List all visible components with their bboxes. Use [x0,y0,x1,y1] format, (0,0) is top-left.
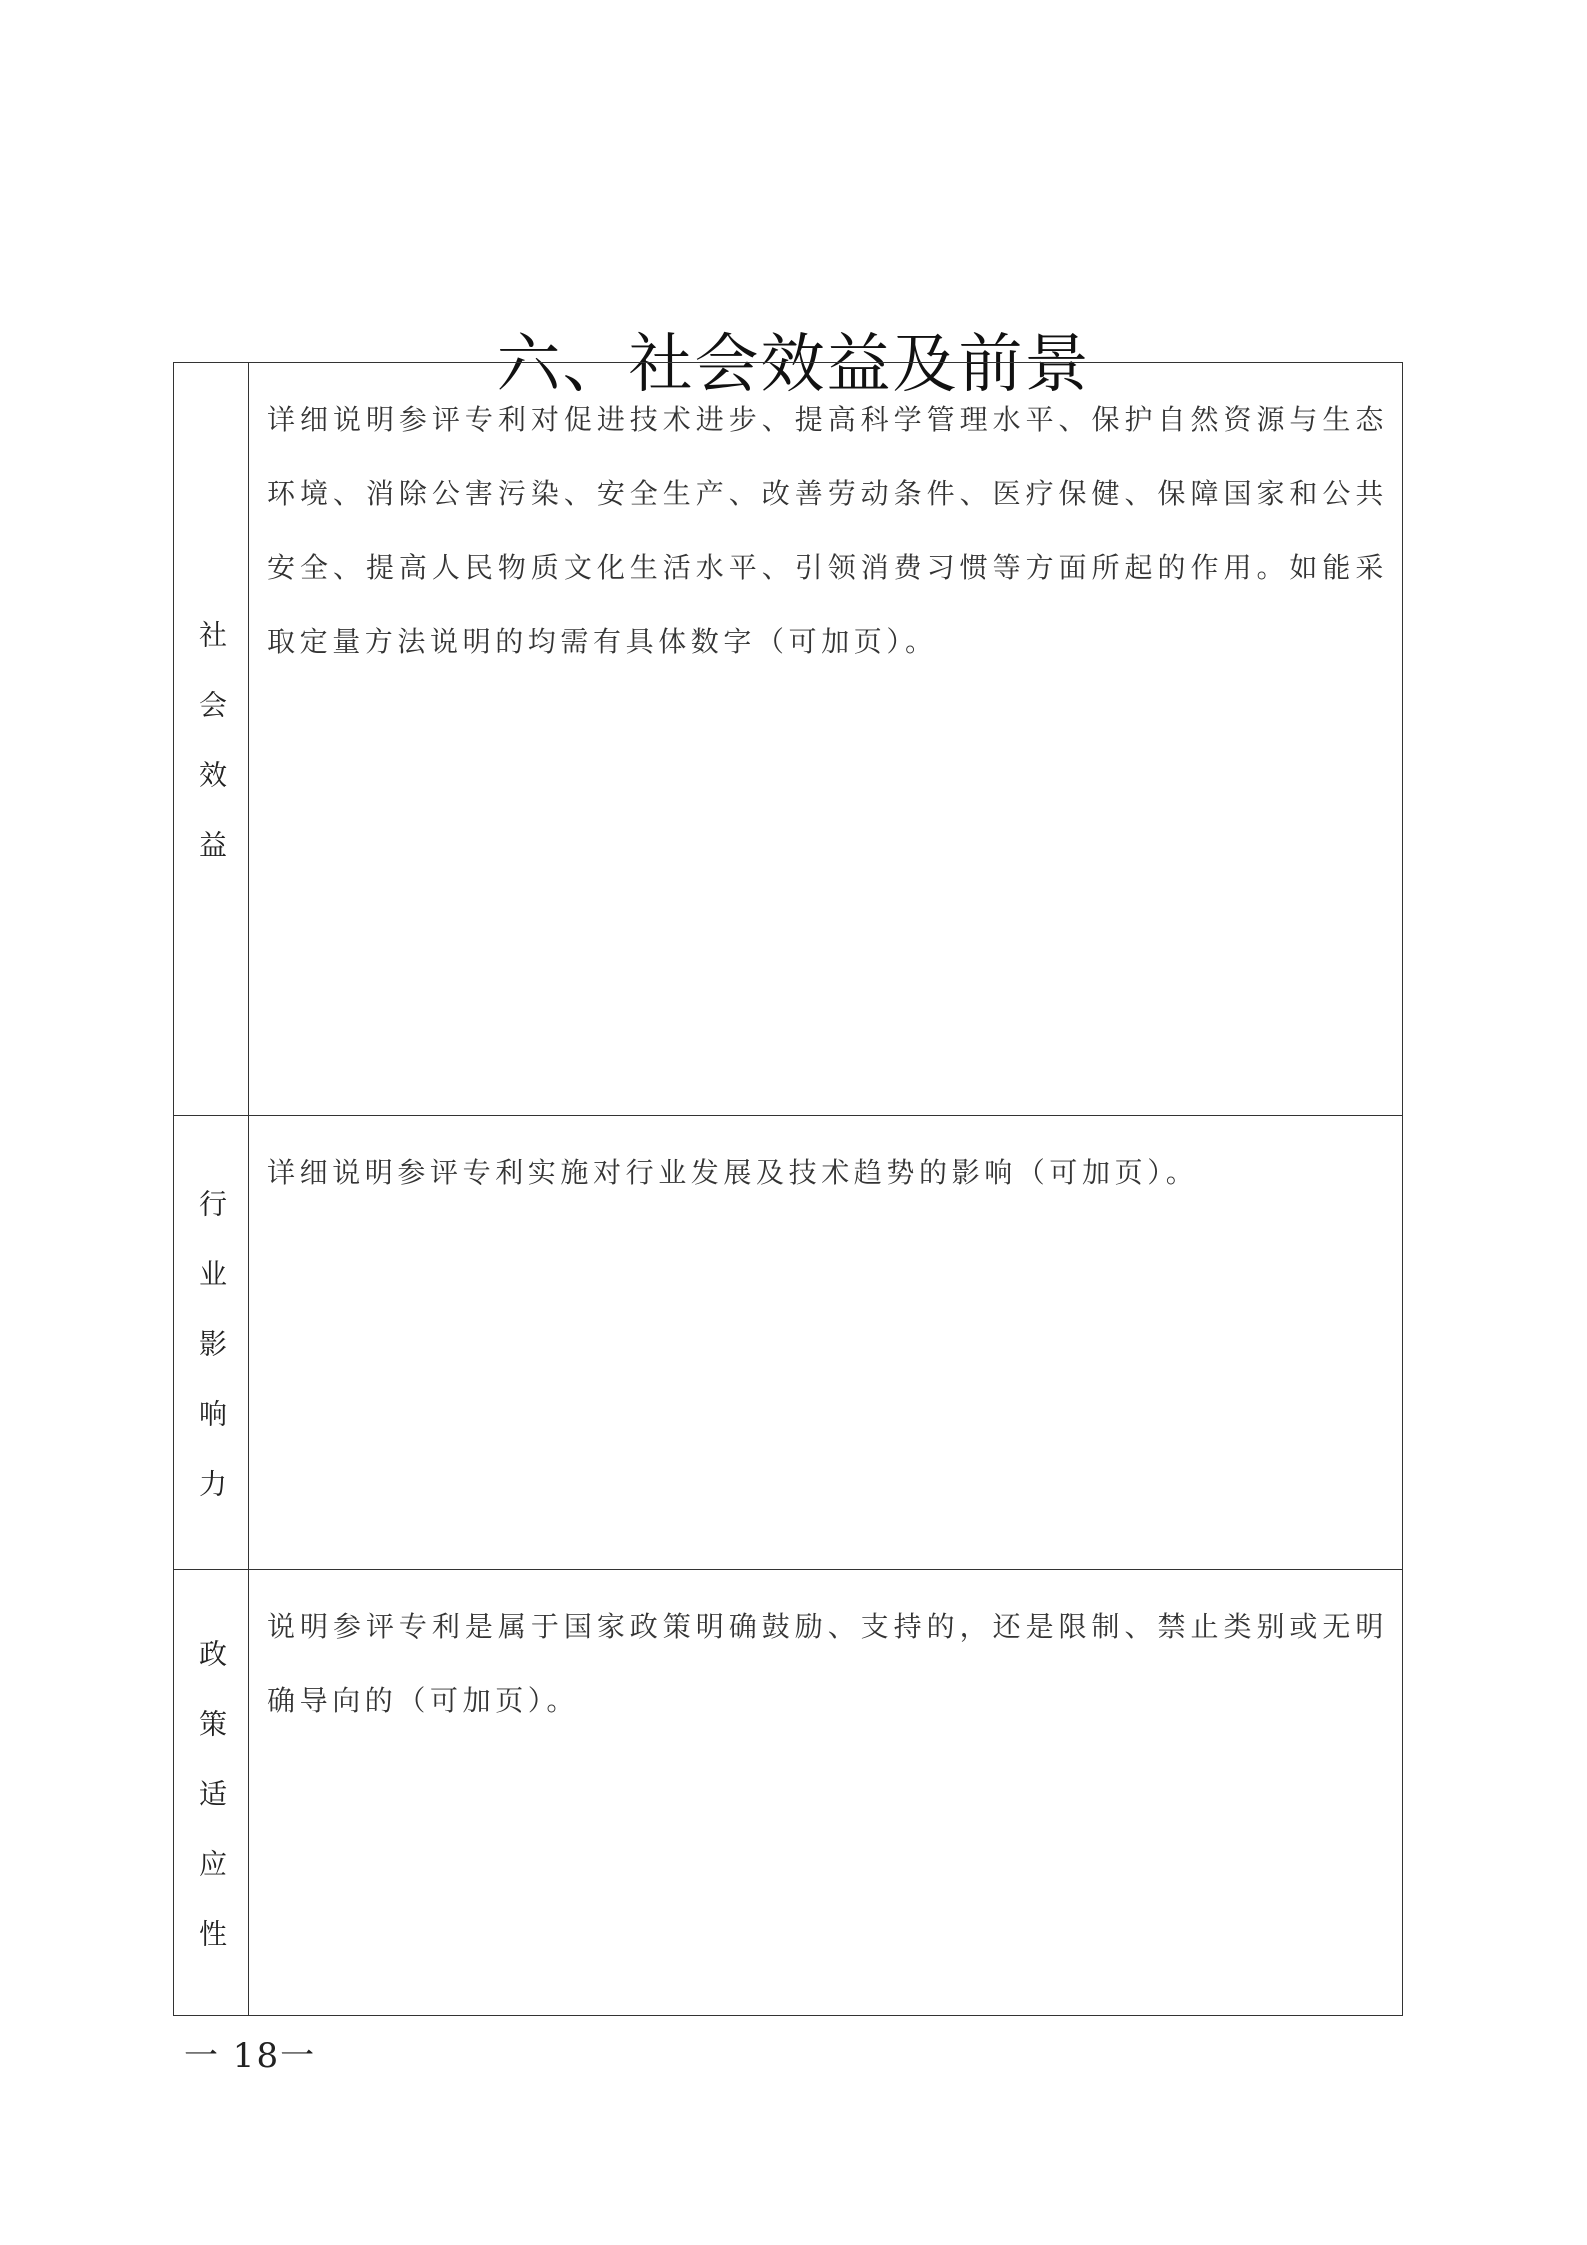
row-label: 社会效益 [195,620,228,900]
row-instruction: 详细说明参评专利实施对行业发展及技术趋势的影响（可加页）。 [267,1156,1199,1189]
row-instruction: 说明参评专利是属于国家政策明确鼓励、支持的，还是限制、禁止类别或无明确导向的（可加页）。 [267,1610,1388,1717]
row-label-cell [174,1570,249,2015]
table-row-social-benefit [174,363,1402,1115]
row-content-cell[interactable] [249,1570,1402,2015]
row-content-cell[interactable] [249,1116,1402,1569]
page-title: 六、社会效益及前景 [496,327,1091,402]
table-row-policy-adaptability [174,1569,1402,2015]
row-label-cell [174,1116,249,1569]
row-label: 行业影响力 [195,1188,228,1539]
table-row-industry-influence [174,1115,1402,1569]
row-label-cell [174,363,249,1115]
page-number: 一 18一 [184,2036,317,2076]
row-instruction: 详细说明参评专利对促进技术进步、提高科学管理水平、保护自然资源与生态环境、消除公害污染、安全生产、改善劳动条件、医疗保健、保障国家和公共安全、提高人民物质文化生活水平、引领消费习惯等方面所起的作用。如能采取定量方法说明的均需有具体数字（可加页）。 [267,403,1388,658]
row-content-cell[interactable] [249,363,1402,1115]
form-table [173,362,1403,2016]
row-label: 政策适应性 [195,1638,228,1989]
